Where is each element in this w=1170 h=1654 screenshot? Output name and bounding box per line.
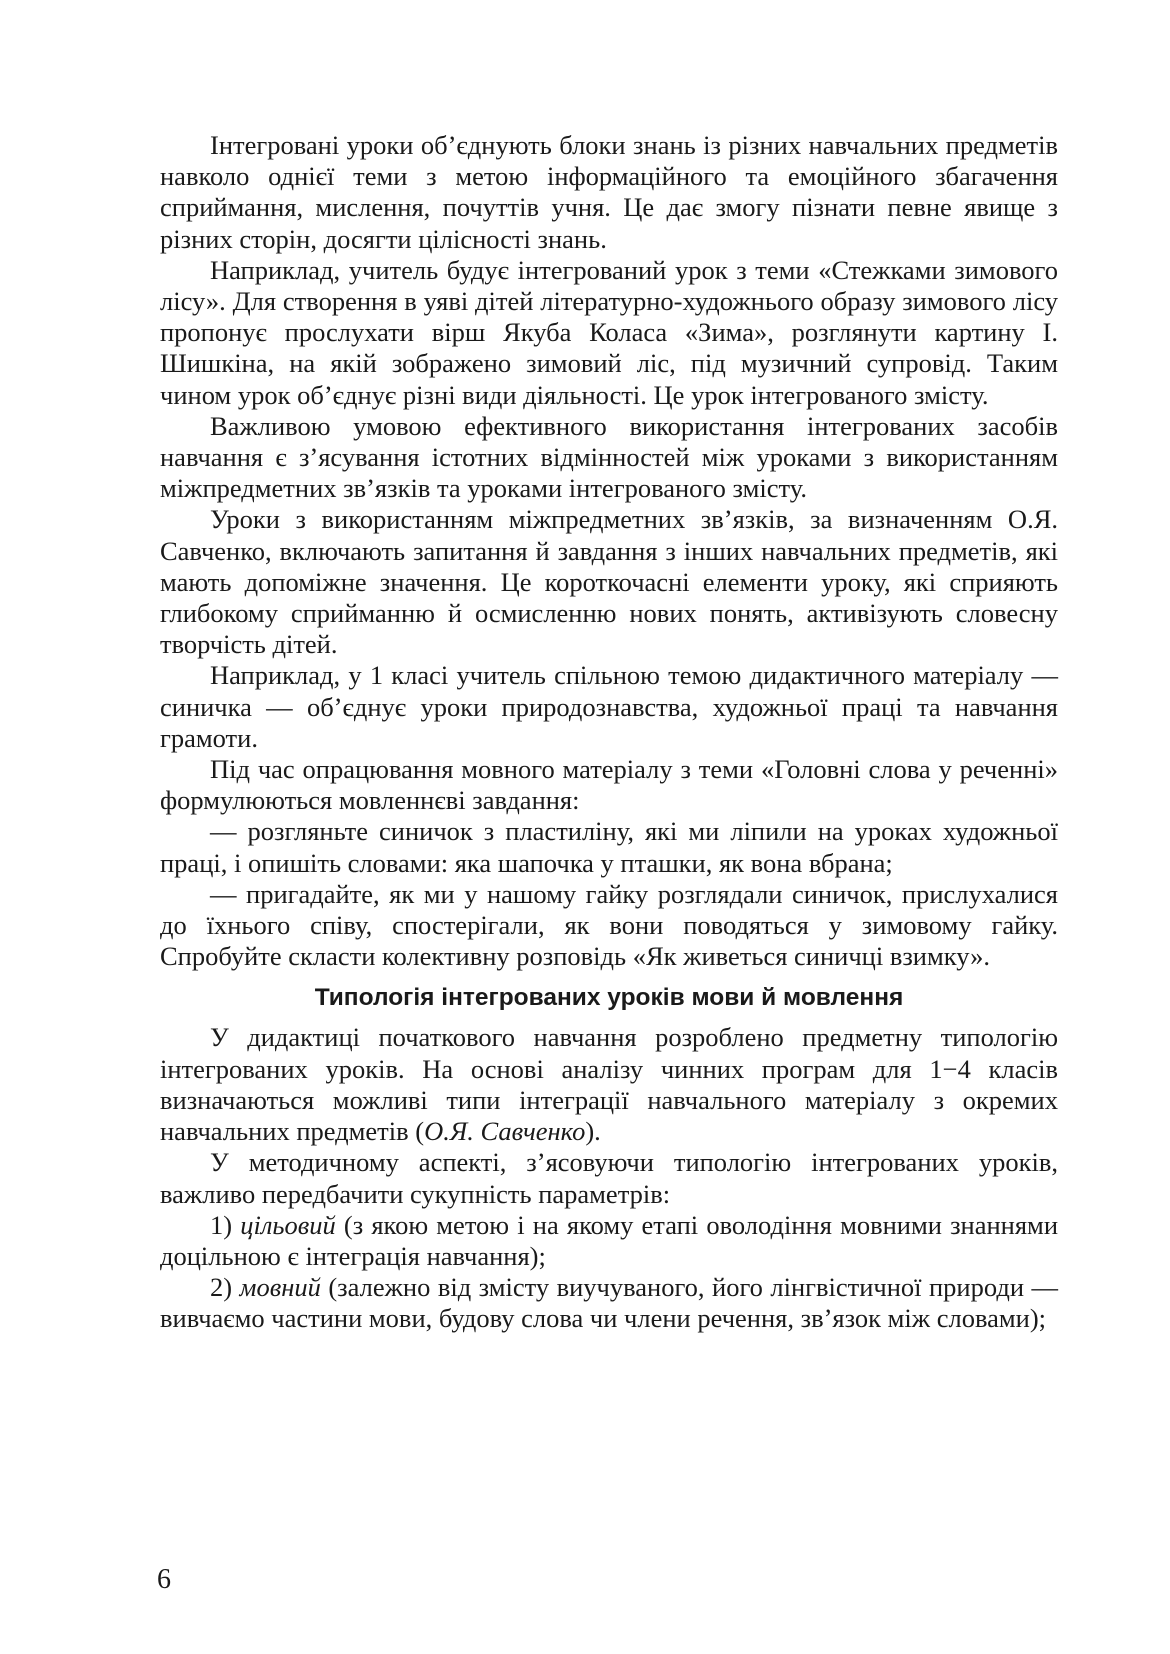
- list-text: (з якою метою і на якому етапі оволодіння мовними знаннями доцільною є інтеграція навчання);: [160, 1209, 1059, 1271]
- list-term: мовний: [239, 1272, 321, 1303]
- task-item-grove: — пригадайте, як ми у нашому гайку розглядали синичок, прислухалися до їхнього співу, спостерігали, як вони поводяться у зимовому гайку. Спробуйте скласти колективну розповідь «Як живеться синичці взимку».: [160, 878, 1058, 972]
- section-heading: Типологія інтегрованих уроків мови й мовлення: [314, 984, 904, 1012]
- task-item-plasticine: — розгляньте синичок з пластиліну, які ми ліпили на уроках художньої праці, і опишіть словами: яка шапочка у пташки, як вона вбрана;: [160, 816, 1058, 878]
- paragraph-important-condition: Важливою умовою ефективного використання інтегрованих засобів навчання є з’ясування істотних відмінностей між уроками з використанням міжпредметних зв’язків та уроками інтегрованого змісту.: [160, 410, 1058, 504]
- didactics-end: ).: [585, 1116, 601, 1147]
- list-item-language: [160, 1272, 1058, 1334]
- paragraph-example-titmouse: Наприклад, у 1 класі учитель спільною темою дидактичного матеріалу — синичка — об’єднує уроки природознавства, художньої праці та навчання грамоти.: [160, 660, 1058, 753]
- paragraph-methodical-aspect: У методичному аспекті, з’ясовуючи типологію інтегрованих уроків, важливо передбачити сукупність параметрів:: [160, 1147, 1058, 1209]
- list-term: цільовий: [240, 1209, 336, 1240]
- list-item-target: [160, 1210, 1058, 1272]
- list-number: 1): [210, 1209, 241, 1240]
- page-body: [160, 130, 1058, 1335]
- author-reference: О.Я. Савченко: [424, 1116, 586, 1147]
- paragraph-didactics: [160, 1022, 1058, 1147]
- page-number: 6: [157, 1564, 171, 1595]
- paragraph-example-winter-forest: Наприклад, учитель будує інтегрований урок з теми «Стежками зимового лісу». Для створення в уяві дітей літературно-художнього образу зимового лісу пропонує прослухати вірш Якуба Коласа «Зима», розглянути картину І. Шишкіна, на якій зображено зимовий ліс, під музичний супровід. Таким чином урок об’єднує різні види діяльності. Це урок інтегрованого змісту.: [160, 254, 1058, 410]
- list-number: 2): [210, 1272, 240, 1303]
- paragraph-integrated-lessons: Інтегровані уроки об’єднують блоки знань із різних навчальних предметів навколо однієї теми з метою інформаційного та емоційного збагачення сприймання, мислення, почуттів учня. Це дає змогу пізнати певне явище з різних сторін, досягти цілісності знань.: [160, 130, 1058, 254]
- paragraph-speech-tasks-intro: Під час опрацювання мовного матеріалу з теми «Головні слова у реченні» формулюються мовленнєві завдання:: [160, 754, 1058, 816]
- paragraph-interdisciplinary-lessons: Уроки з використанням міжпредметних зв’язків, за визначенням О.Я. Савченко, включають запитання й завдання з інших навчальних предметів, які мають допоміжне значення. Це короткочасні елементи уроку, які сприяють глибокому сприйманню й осмисленню нових понять, активізують словесну творчість дітей.: [160, 504, 1058, 660]
- list-text: (залежно від змісту виучуваного, його лінгвістичної природи — вивчаємо частини мови, будову слова чи члени речення, зв’язок між словами);: [160, 1272, 1058, 1334]
- didactics-text: У дидактиці початкового навчання розроблено предметну типологію інтегрованих уроків. На основі аналізу чинних програм для 1−4 класів визначаються можливі типи інтеграції навчального матеріалу з окремих навчальних предметів (: [160, 1022, 1058, 1147]
